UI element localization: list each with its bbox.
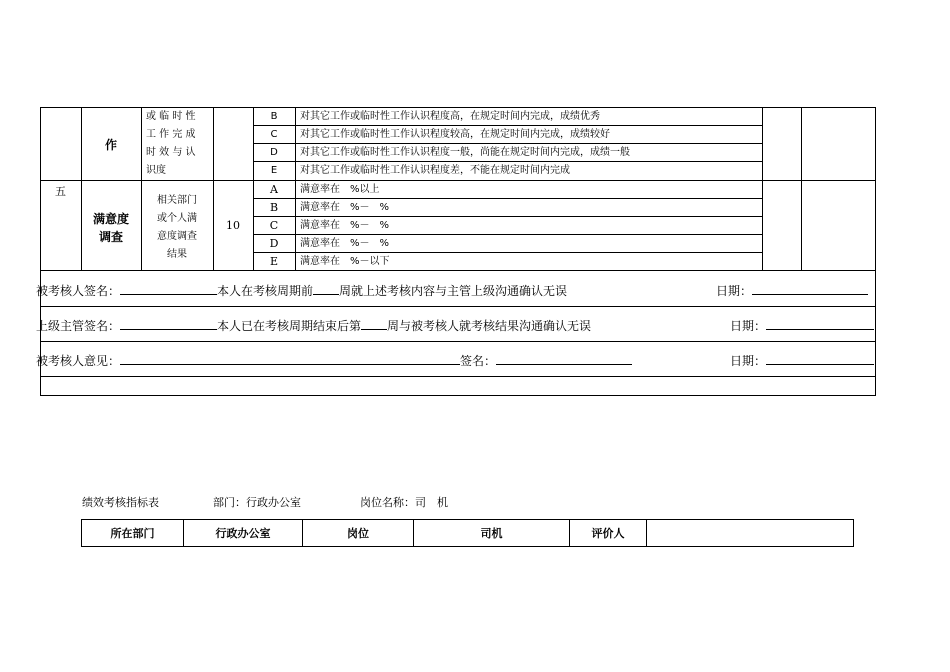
grade-separator	[253, 252, 763, 253]
indicator-name: 作	[104, 138, 117, 152]
grade-letter: D	[269, 237, 279, 250]
confirm-text: 本人已在考核周期结束后第	[217, 319, 362, 333]
grade-letter: C	[270, 129, 278, 140]
grade-criteria: 对其它工作或临时性工作认识程度一般，尚能在规定时间内完成，成绩一般	[300, 147, 630, 158]
date-group	[716, 282, 868, 299]
grade-letter: B	[269, 201, 279, 214]
confirm-text: 本人在考核周期前	[217, 284, 314, 298]
reviewer-label-cell: 评价人	[591, 527, 625, 540]
grade-letter: E	[270, 165, 278, 176]
column-divider	[295, 107, 296, 270]
row-separator	[40, 180, 876, 181]
supervisor-signature-label: 上级主管签名：	[36, 319, 121, 333]
grade-criteria: 满意率在 %－以下	[300, 256, 390, 267]
grade-criteria: 满意率在 %－ %	[300, 220, 390, 231]
grade-criteria: 对其它工作或临时性工作认识程度差，不能在规定时间内完成	[300, 165, 570, 176]
examinee-signature-field[interactable]	[120, 282, 217, 295]
signature-section-bottom-border	[40, 395, 876, 396]
reviewer-value-cell[interactable]	[647, 520, 853, 546]
indicator-desc-line: 或个人满	[157, 213, 197, 224]
indicator-desc-line: 相关部门	[157, 195, 197, 206]
confirm-text-tail: 周与被考核人就考核结果沟通确认无误	[387, 319, 592, 333]
grade-separator	[253, 198, 763, 199]
header-table-bottom-border	[81, 546, 854, 547]
column-divider	[801, 107, 802, 270]
signature-row-line	[40, 306, 876, 307]
grade-criteria: 满意率在 %－ %	[300, 202, 390, 213]
grade-letter: E	[269, 255, 279, 268]
signature-row-line	[40, 341, 876, 342]
table-right-border	[875, 107, 876, 396]
dept-label-cell: 所在部门	[110, 527, 155, 540]
opinion-field[interactable]	[120, 352, 460, 365]
grade-separator	[253, 125, 763, 126]
date-label: 日期：	[730, 319, 767, 333]
indicator-desc-line: 工 作 完 成	[146, 129, 196, 140]
date-group	[730, 352, 874, 369]
column-divider	[762, 107, 763, 270]
signature-row-opinion	[36, 352, 632, 369]
grade-separator	[253, 143, 763, 144]
column-divider	[213, 107, 214, 270]
form-title: 绩效考核指标表	[82, 496, 159, 509]
grade-letter: A	[270, 183, 278, 196]
date-field[interactable]	[752, 282, 868, 295]
grade-criteria: 满意率在 %以上	[300, 184, 380, 195]
indicator-name: 满意度	[92, 212, 129, 226]
weeks-field[interactable]	[361, 317, 387, 330]
date-label: 日期：	[716, 284, 753, 298]
indicator-desc-line: 识度	[146, 165, 166, 176]
indicator-desc-line: 时 效 与 认	[146, 147, 196, 158]
examinee-signature-label: 被考核人签名：	[36, 284, 121, 298]
signature-row-supervisor	[36, 317, 591, 334]
form-department: 部门：行政办公室	[213, 496, 301, 509]
date-group	[730, 317, 874, 334]
signature-row-line	[40, 376, 876, 377]
sign-field[interactable]	[496, 352, 632, 365]
date-label: 日期：	[730, 354, 767, 368]
date-field[interactable]	[766, 352, 874, 365]
grade-separator	[253, 216, 763, 217]
dept-value-cell: 行政办公室	[215, 527, 271, 540]
form-position: 岗位名称：司 机	[360, 496, 448, 509]
grade-criteria: 满意率在 %－ %	[300, 238, 390, 249]
confirm-text-tail: 周就上述考核内容与主管上级沟通确认无误	[339, 284, 568, 298]
grade-separator	[253, 161, 763, 162]
position-label-cell: 岗位	[347, 527, 369, 540]
date-field[interactable]	[766, 317, 874, 330]
weeks-field[interactable]	[313, 282, 339, 295]
grade-criteria: 对其它工作或临时性工作认识程度高，在规定时间内完成，成绩优秀	[300, 111, 600, 122]
supervisor-signature-field[interactable]	[120, 317, 217, 330]
opinion-label: 被考核人意见：	[36, 354, 121, 368]
position-value-cell: 司机	[480, 527, 503, 540]
grade-letter: D	[270, 147, 278, 158]
sign-label: 签名：	[460, 354, 497, 368]
grade-separator	[253, 234, 763, 235]
grade-criteria: 对其它工作或临时性工作认识程度较高，在规定时间内完成，成绩较好	[300, 129, 610, 140]
table-bottom-border	[40, 270, 876, 271]
grade-letter: B	[270, 111, 278, 122]
column-divider	[81, 107, 82, 270]
weight-value: 10	[226, 219, 240, 232]
indicator-desc-line: 结果	[167, 249, 187, 260]
row-index: 五	[55, 185, 66, 198]
header-table-divider	[853, 519, 854, 547]
indicator-desc-line: 意度调查	[157, 231, 197, 242]
signature-row-examinee	[36, 282, 567, 299]
grade-letter: C	[269, 219, 279, 232]
indicator-name: 调查	[98, 230, 123, 244]
indicator-desc-line: 或 临 时 性	[146, 111, 196, 122]
